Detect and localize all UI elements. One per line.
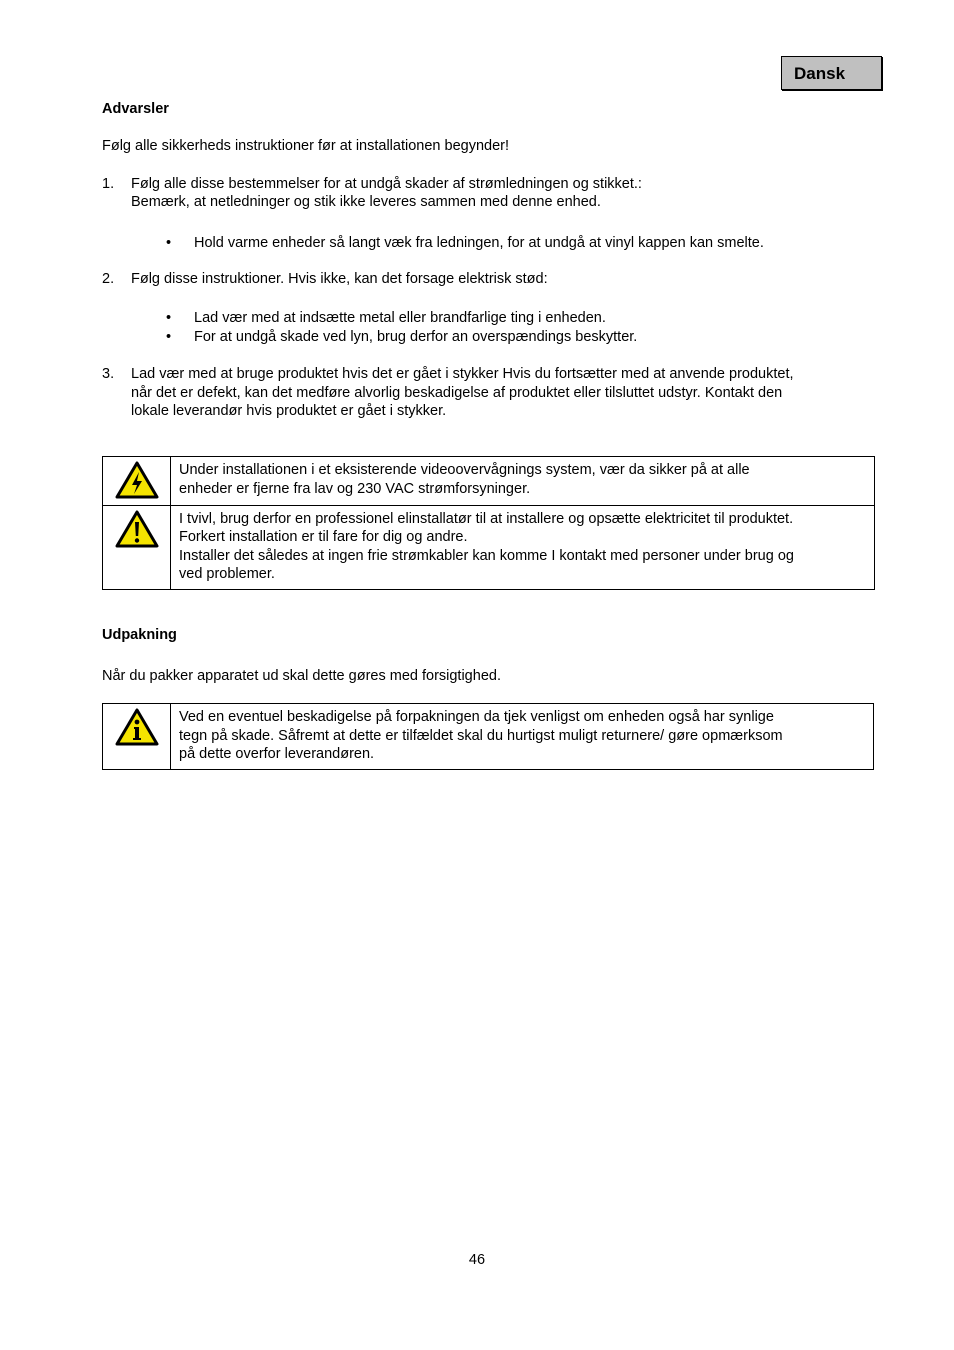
list-item-1-line-2: Bemærk, at netledninger og stik ikke leveres sammen med denne enhed.	[131, 194, 601, 210]
bullet-dot: •	[166, 310, 172, 326]
bullet-dot: •	[166, 329, 172, 345]
notice-icon-cell	[103, 704, 171, 770]
warning-icon	[115, 510, 159, 554]
notice-electrical-line-2: enheder er fjerne fra lav og 230 VAC strømforsyninger.	[179, 480, 531, 497]
notice-info-line-2: tegn på skade. Såfremt at dette er tilfældet skal du hurtigst muligt returnere/ gøre opmærksom	[179, 727, 783, 744]
notice-warning-line-4: ved problemer.	[179, 566, 275, 582]
bullet-item-2-1: Lad vær med at indsætte metal eller brandfarlige ting i enheden.	[194, 310, 606, 326]
notice-info-line-3: på dette overfor leverandøren.	[179, 746, 375, 762]
notice-text-cell	[171, 704, 874, 770]
bullet-item-2-2: For at undgå skade ved lyn, brug derfor an overspændings beskytter.	[194, 329, 638, 345]
list-number-3: 3.	[102, 366, 115, 382]
notice-info-line-1: Ved en eventuel beskadigelse på forpakningen da tjek venligst om enheden også har synlige	[179, 709, 774, 725]
list-item-1-line-1: Følg alle disse bestemmelser for at undgå skader af strømledningen og stikket.:	[131, 176, 642, 192]
language-tab: Dansk	[781, 56, 882, 90]
list-item-3-line-1: Lad vær med at bruge produktet hvis det er gået i stykker Hvis du fortsætter med at anvende produktet,	[131, 366, 794, 382]
info-icon	[115, 708, 159, 752]
section-heading-unpacking: Udpakning	[102, 627, 177, 643]
notice-warning-line-3: Installer det således at ingen frie strømkabler kan komme I kontakt med personer under brug og	[179, 547, 794, 564]
notice-row-info	[103, 704, 874, 770]
notice-row-warning	[103, 505, 875, 589]
list-item-3-line-2: når det er defekt, kan det medføre alvorlig beskadigelse af produktet eller tilsluttet udstyr. Kontakt den	[131, 385, 783, 401]
notice-text-cell	[171, 505, 875, 589]
unpacking-intro: Når du pakker apparatet ud skal dette gøres med forsigtighed.	[102, 668, 501, 684]
notice-electrical-line-1: Under installationen i et eksisterende videoovervågnings system, vær da sikker på at alle	[179, 462, 750, 478]
warnings-intro: Følg alle sikkerheds instruktioner før at installationen begynder!	[102, 138, 509, 154]
bullet-dot: •	[166, 235, 172, 251]
list-number-1: 1.	[102, 176, 115, 192]
notice-row-electrical	[103, 457, 875, 506]
page-number: 46	[468, 1252, 486, 1268]
notice-icon-cell	[103, 457, 171, 506]
list-item-2-line-1: Følg disse instruktioner. Hvis ikke, kan det forsage elektrisk stød:	[131, 271, 548, 287]
notice-warning-line-1: I tvivl, brug derfor en professionel elinstallatør til at installere og opsætte elektricitet til produktet.	[179, 510, 794, 527]
notice-warning-line-2: Forkert installation er til fare for dig og andre.	[179, 529, 468, 545]
list-number-2: 2.	[102, 271, 115, 287]
list-item-3-line-3: lokale leverandør hvis produktet er gået i stykker.	[131, 403, 447, 419]
safety-notice-table	[102, 456, 875, 590]
bullet-item-1-1: Hold varme enheder så langt væk fra ledningen, for at undgå at vinyl kappen kan smelte.	[194, 235, 764, 251]
notice-text-cell	[171, 457, 875, 506]
unpacking-notice-table	[102, 703, 874, 770]
notice-icon-cell	[103, 505, 171, 589]
electrical-hazard-icon	[115, 461, 159, 505]
section-heading-warnings: Advarsler	[102, 101, 169, 117]
